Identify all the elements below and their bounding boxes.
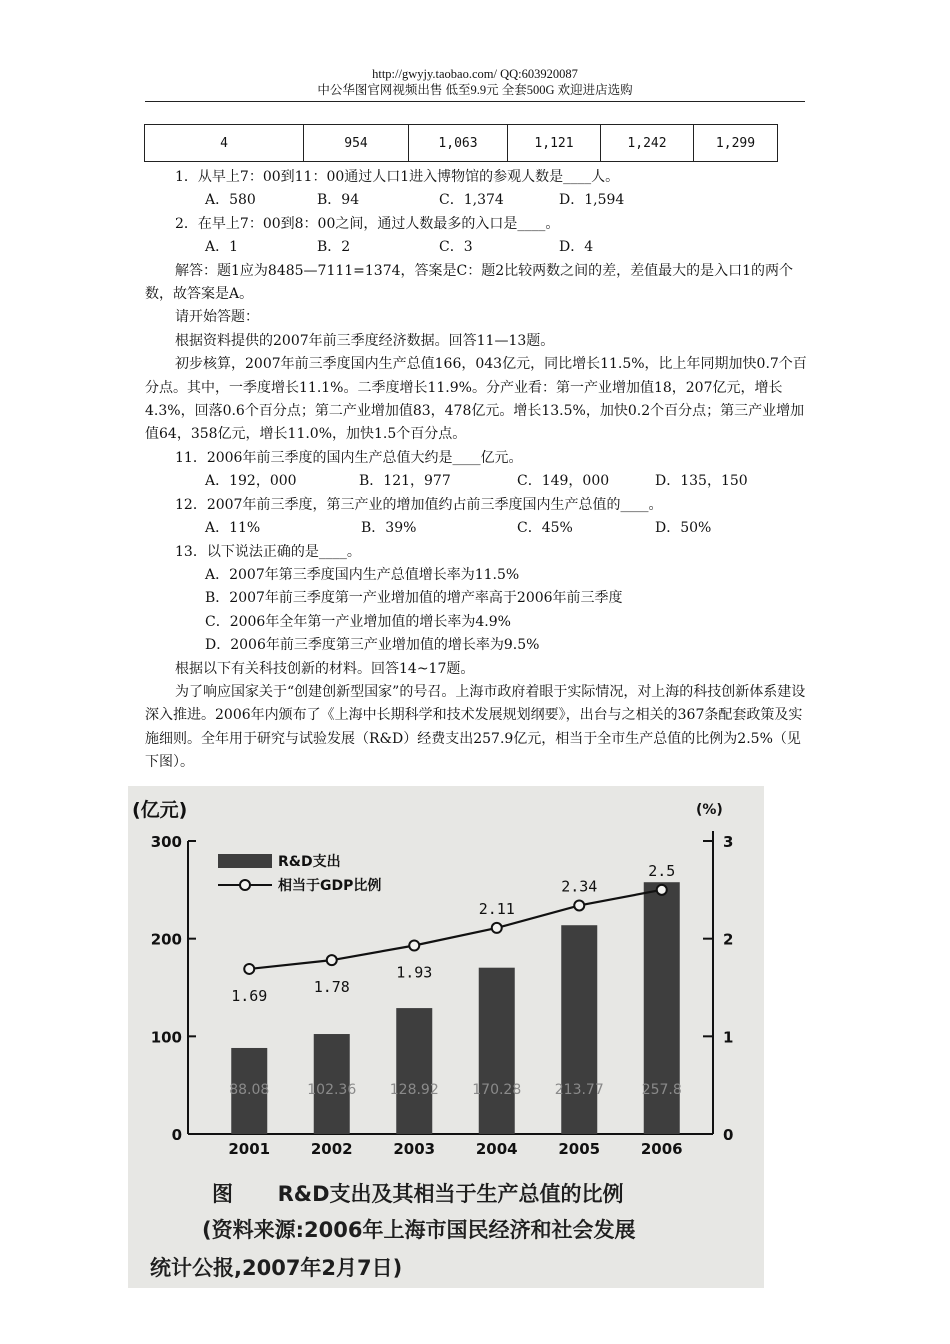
option: B．94 bbox=[317, 192, 360, 209]
rd-chart bbox=[128, 786, 764, 1288]
bar-2003 bbox=[396, 1008, 432, 1134]
figure-label: 图 bbox=[212, 1182, 233, 1206]
x-tick-label: 2002 bbox=[310, 1140, 353, 1158]
option: B．2 bbox=[317, 239, 351, 256]
header-ad: 中公华图官网视频出售 低至9.9元 全套500G 欢迎进店选购 bbox=[317, 83, 633, 97]
table-cell: 1,121 bbox=[508, 125, 601, 162]
bar-value-label: 128.92 bbox=[389, 1082, 439, 1098]
gdp-ratio-label: 1.69 bbox=[231, 986, 268, 1005]
right-tick-label: 3 bbox=[723, 833, 734, 851]
question-2-options bbox=[145, 236, 807, 259]
option: B．121，977 bbox=[359, 473, 451, 490]
option: A．11% bbox=[205, 520, 261, 537]
section-intro-2: 根据以下有关科技创新的材料。回答14~17题。 bbox=[175, 660, 475, 677]
question-1: 1．从早上7：00到11：00通过人口1进入博物馆的参观人数是____人。 bbox=[175, 169, 620, 185]
bar-value-label: 257.8 bbox=[641, 1082, 682, 1098]
document-body bbox=[145, 166, 807, 775]
bar-2005 bbox=[561, 925, 597, 1134]
bar-value-label: 170.28 bbox=[472, 1082, 522, 1098]
x-tick-label: 2005 bbox=[558, 1140, 601, 1158]
table-cell: 4 bbox=[145, 125, 304, 162]
legend-line-label: 相当于GDP比例 bbox=[278, 878, 382, 894]
option: A．1 bbox=[205, 239, 239, 256]
x-tick-label: 2006 bbox=[640, 1140, 683, 1158]
question-1-options bbox=[145, 189, 807, 212]
question-11-options bbox=[145, 470, 807, 493]
gdp-ratio-label: 1.93 bbox=[396, 963, 433, 982]
table-row bbox=[145, 125, 778, 162]
gdp-ratio-point bbox=[244, 964, 254, 974]
left-tick-label: 100 bbox=[150, 1028, 182, 1047]
bar-2004 bbox=[479, 968, 515, 1134]
table-cell: 954 bbox=[304, 125, 409, 162]
left-tick-label: 200 bbox=[150, 930, 182, 949]
option: D．2006年前三季度第三产业增加值的增长率为9.5% bbox=[205, 637, 540, 654]
x-tick-label: 2004 bbox=[475, 1140, 518, 1158]
table-cell: 1,063 bbox=[409, 125, 508, 162]
x-tick-label: 2001 bbox=[228, 1140, 271, 1158]
option: A．192，000 bbox=[205, 473, 297, 490]
header-rule bbox=[145, 101, 805, 102]
bar-value-label: 213.77 bbox=[554, 1082, 604, 1098]
gdp-ratio-label: 1.78 bbox=[313, 978, 350, 997]
left-tick-label: 0 bbox=[171, 1126, 182, 1144]
option: D．1,594 bbox=[559, 192, 625, 209]
legend-line-marker bbox=[240, 880, 250, 890]
option: D．50% bbox=[655, 520, 712, 537]
gdp-ratio-label: 2.11 bbox=[478, 899, 515, 918]
option: C．149，000 bbox=[517, 473, 610, 490]
legend-bar-label: R&D支出 bbox=[278, 854, 341, 870]
question-12-options bbox=[145, 517, 807, 540]
answer-explanation: 解答：题1应为8485—7111=1374，答案是C：题2比较两数之间的差，差值最大的是入口1的两个数，故答案是A。 bbox=[145, 262, 794, 303]
option: C．1,374 bbox=[439, 192, 504, 209]
option: D．135，150 bbox=[655, 473, 748, 490]
figure-caption bbox=[212, 1178, 624, 1208]
gdp-ratio-label: 2.34 bbox=[561, 877, 598, 896]
option: A．2007年第三季度国内生产总值增长率为11.5% bbox=[205, 566, 520, 583]
data-table bbox=[144, 124, 778, 162]
start-prompt: 请开始答题： bbox=[175, 309, 259, 326]
gdp-ratio-label: 2.5 bbox=[648, 861, 676, 880]
right-tick-label: 0 bbox=[723, 1126, 734, 1144]
legend-bar-swatch bbox=[218, 854, 272, 868]
option: A．580 bbox=[205, 192, 256, 209]
gdp-ratio-point bbox=[327, 955, 337, 965]
question-13: 13．以下说法正确的是____。 bbox=[175, 543, 361, 560]
header-url: http://gwyjy.taobao.com/ QQ:603920087 bbox=[372, 67, 578, 81]
option: C．3 bbox=[439, 239, 473, 256]
material-paragraph: 为了响应国家关于“创建创新型国家”的号召。上海市政府着眼于实际情况，对上海的科技创新体系建设深入推进。2006年内颁布了《上海中长期科学和技术发展规划纲要》，出台与之相关的367条配套政策及实施细则。全年用于研究与试验发展（R&D）经费支出257.9亿元，相当于全市生产总值的比例为2.5%（见下图）。 bbox=[145, 683, 806, 771]
option: D．4 bbox=[559, 239, 594, 256]
chart-source-1: (资料来源:2006年上海市国民经济和社会发展 bbox=[202, 1218, 636, 1242]
right-tick-label: 1 bbox=[723, 1028, 734, 1047]
x-tick-label: 2003 bbox=[393, 1140, 436, 1158]
question-11: 11．2006年前三季度的国内生产总值大约是____亿元。 bbox=[175, 449, 523, 466]
chart-source-2: 统计公报,2007年2月7日) bbox=[150, 1256, 403, 1280]
right-axis-unit: (%) bbox=[696, 802, 723, 818]
section-intro: 根据资料提供的2007年前三季度经济数据。回答11—13题。 bbox=[175, 332, 555, 349]
option: C．2006年全年第一产业增加值的增长率为4.9% bbox=[205, 613, 511, 630]
gdp-ratio-point bbox=[492, 923, 502, 933]
question-2: 2．在早上7：00到8：00之间，通过人数最多的入口是____。 bbox=[175, 215, 560, 232]
chart-figure bbox=[128, 786, 764, 1288]
table-cell: 1,299 bbox=[694, 125, 778, 162]
option: B．39% bbox=[361, 520, 417, 537]
gdp-ratio-point bbox=[574, 900, 584, 910]
question-12: 12．2007年前三季度，第三产业的增加值约占前三季度国内生产总值的____。 bbox=[175, 496, 663, 513]
data-paragraph: 初步核算，2007年前三季度国内生产总值166，043亿元，同比增长11.5%，比上年同期加快0.7个百分点。其中，一季度增长11.1%。二季度增长11.9%。分产业看：第一产业增加值18，207亿元，增长4.3%，回落0.6个百分点；第二产业增加值83，478亿元。增长13.5%，加快0.2个百分点；第三产业增加值64，358亿元，增长11.0%，加快1.5个百分点。 bbox=[145, 356, 807, 443]
table-cell: 1,242 bbox=[601, 125, 694, 162]
gdp-ratio-line bbox=[249, 890, 662, 969]
bar-value-label: 88.08 bbox=[229, 1082, 270, 1098]
option: B．2007年前三季度第一产业增加值的增产率高于2006年前三季度 bbox=[205, 590, 623, 607]
gdp-ratio-point bbox=[409, 941, 419, 951]
chart-title: R&D支出及其相当于生产总值的比例 bbox=[277, 1182, 624, 1206]
left-axis-unit: (亿元) bbox=[132, 799, 188, 821]
bar-value-label: 102.36 bbox=[307, 1082, 357, 1098]
right-tick-label: 2 bbox=[723, 930, 734, 949]
page-header bbox=[145, 66, 805, 98]
gdp-ratio-point bbox=[657, 885, 667, 895]
option: C．45% bbox=[517, 520, 573, 537]
left-tick-label: 300 bbox=[150, 833, 182, 851]
